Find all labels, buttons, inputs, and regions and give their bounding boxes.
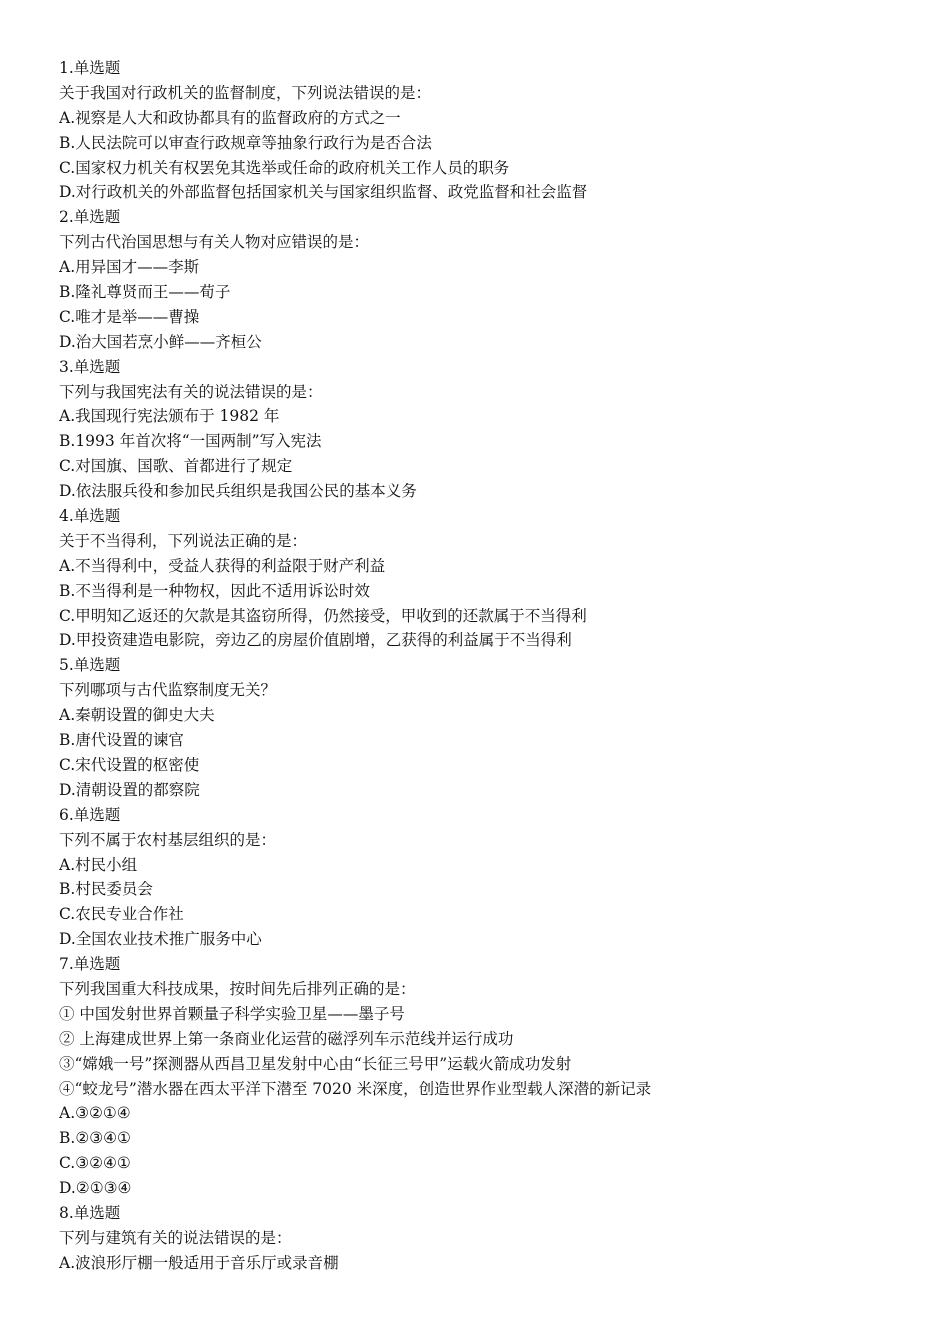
text-line: A.我国现行宪法颁布于 1982 年 xyxy=(59,407,280,426)
text-line: C.唯才是举——曹操 xyxy=(59,307,200,326)
text-line: D.对行政机关的外部监督包括国家机关与国家组织监督、政党监督和社会监督 xyxy=(59,183,588,202)
text-line: D.清朝设置的都察院 xyxy=(59,780,200,799)
text-line: 6.单选题 xyxy=(59,805,121,824)
text-line: C.国家权力机关有权罢免其选举或任命的政府机关工作人员的职务 xyxy=(59,158,510,177)
text-line: A.不当得利中，受益人获得的利益限于财产利益 xyxy=(59,556,386,575)
text-line: A.波浪形厅棚一般适用于音乐厅或录音棚 xyxy=(59,1253,339,1272)
text-line: C.甲明知乙返还的欠款是其盗窃所得，仍然接受，甲收到的还款属于不当得利 xyxy=(59,606,587,625)
text-line: ① 中国发射世界首颗量子科学实验卫星——墨子号 xyxy=(59,1004,405,1023)
text-line: ③“嫦娥一号”探测器从西昌卫星发射中心由“长征三号甲”运载火箭成功发射 xyxy=(59,1054,572,1073)
text-line: B.隆礼尊贤而王——荀子 xyxy=(59,283,231,302)
text-line: B.不当得利是一种物权，因此不适用诉讼时效 xyxy=(59,581,370,600)
text-line: 8.单选题 xyxy=(59,1203,121,1222)
text-line: B.②③④① xyxy=(59,1129,131,1148)
text-line: C.③②④① xyxy=(59,1154,131,1173)
text-line: 5.单选题 xyxy=(59,656,121,675)
document-body xyxy=(59,56,919,1276)
text-line: 下列与我国宪法有关的说法错误的是： xyxy=(59,382,323,401)
text-line: 7.单选题 xyxy=(59,955,121,974)
text-line: A.秦朝设置的御史大夫 xyxy=(59,706,215,725)
text-line: 下列我国重大科技成果，按时间先后排列正确的是： xyxy=(59,979,416,998)
text-line: D.②①③④ xyxy=(59,1179,132,1198)
text-line: B.1993 年首次将“一国两制”写入宪法 xyxy=(59,432,322,451)
text-line: D.全国农业技术推广服务中心 xyxy=(59,930,262,949)
text-line: 下列哪项与古代监察制度无关？ xyxy=(59,681,277,700)
text-line: D.甲投资建造电影院，旁边乙的房屋价值剧增，乙获得的利益属于不当得利 xyxy=(59,631,572,650)
text-line: 3.单选题 xyxy=(59,357,121,376)
text-line: A.③②①④ xyxy=(59,1104,131,1123)
text-line: ④“蛟龙号”潜水器在西太平洋下潜至 7020 米深度，创造世界作业型载人深潜的新记录 xyxy=(59,1079,652,1098)
text-line: 2.单选题 xyxy=(59,208,121,227)
text-line: C.对国旗、国歌、首都进行了规定 xyxy=(59,457,293,476)
text-line: 关于我国对行政机关的监督制度，下列说法错误的是： xyxy=(59,83,432,102)
text-line: A.村民小组 xyxy=(59,855,138,874)
text-line: 下列不属于农村基层组织的是： xyxy=(59,830,277,849)
text-line: ② 上海建成世界上第一条商业化运营的磁浮列车示范线并运行成功 xyxy=(59,1029,514,1048)
text-line: B.唐代设置的谏官 xyxy=(59,731,184,750)
text-line: D.治大国若烹小鲜——齐桓公 xyxy=(59,332,262,351)
text-line: A.视察是人大和政协都具有的监督政府的方式之一 xyxy=(59,108,401,127)
text-line: A.用异国才——李斯 xyxy=(59,258,200,277)
text-line: 4.单选题 xyxy=(59,507,121,526)
text-line: 关于不当得利，下列说法正确的是： xyxy=(59,531,308,550)
text-line: 下列古代治国思想与有关人物对应错误的是： xyxy=(59,233,370,252)
text-line: 下列与建筑有关的说法错误的是： xyxy=(59,1228,292,1247)
text-line: B.村民委员会 xyxy=(59,880,153,899)
text-line: C.农民专业合作社 xyxy=(59,905,184,924)
text-line: C.宋代设置的枢密使 xyxy=(59,755,200,774)
text-line: 1.单选题 xyxy=(59,59,121,77)
text-line: B.人民法院可以审查行政规章等抽象行政行为是否合法 xyxy=(59,133,432,152)
text-line: D.依法服兵役和参加民兵组织是我国公民的基本义务 xyxy=(59,482,417,501)
